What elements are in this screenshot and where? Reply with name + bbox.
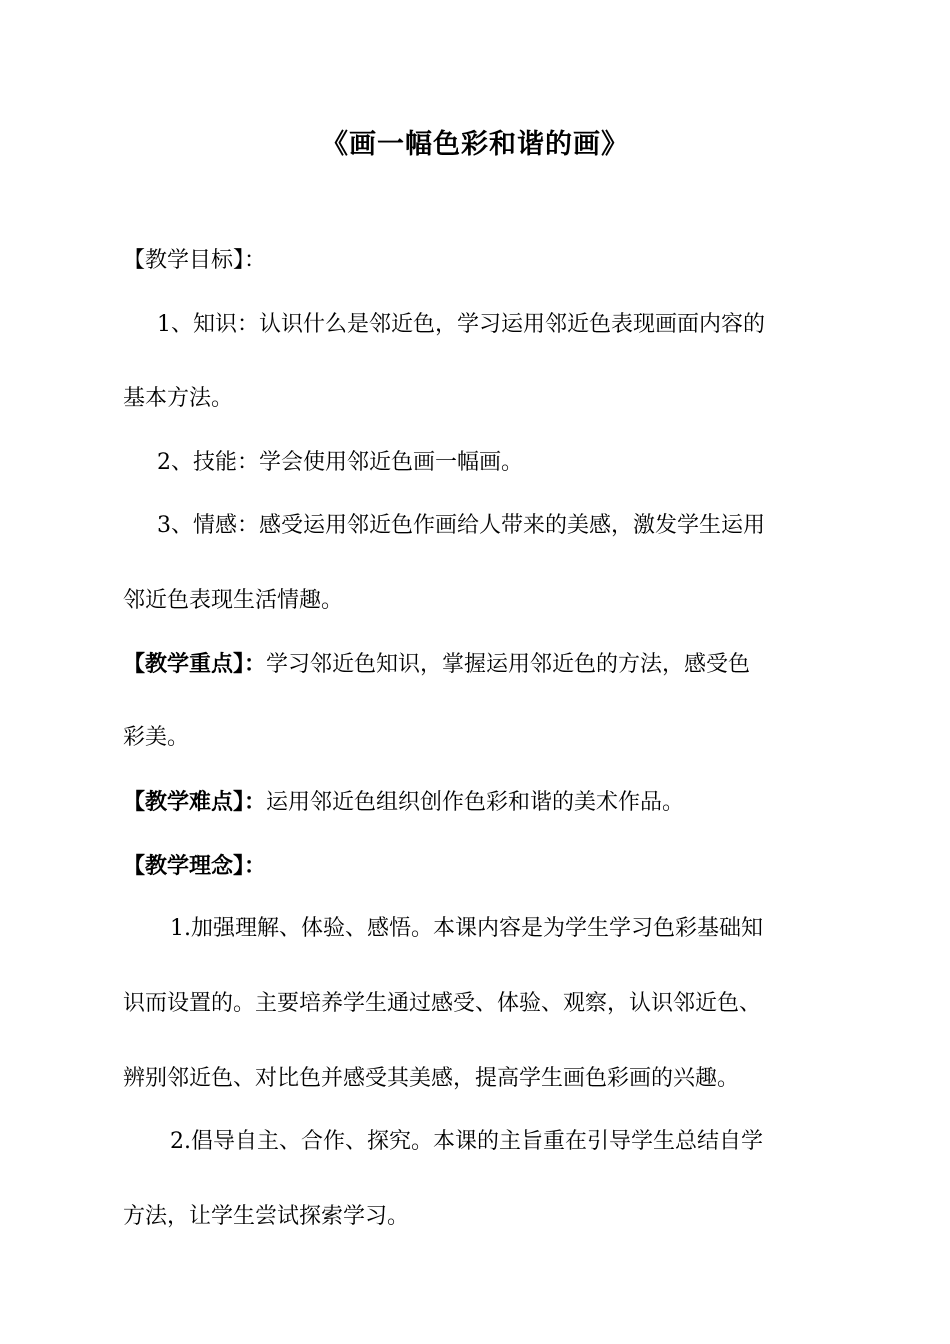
objective-1-line-1: 1、知识：认识什么是邻近色，学习运用邻近色表现画面内容的 <box>157 312 765 337</box>
philosophy-2-line-2: 方法，让学生尝试探索学习。 <box>123 1204 410 1229</box>
philosophy-1-line-1: 1.加强理解、体验、感悟。本课内容是为学生学习色彩基础知 <box>170 916 763 941</box>
philosophy-1-line-3: 辨别邻近色、对比色并感受其美感，提高学生画色彩画的兴趣。 <box>123 1066 740 1091</box>
key-points-line-2: 彩美。 <box>123 725 190 750</box>
objective-1-line-2: 基本方法。 <box>123 386 234 411</box>
objectives-heading: 【教学目标】： <box>123 248 267 273</box>
difficulties-line-1 <box>123 786 684 819</box>
objective-3-line-1: 3、情感：感受运用邻近色作画给人带来的美感，激发学生运用 <box>157 513 765 538</box>
philosophy-1-line-2: 识而设置的。主要培养学生通过感受、体验、观察，认识邻近色、 <box>123 991 762 1016</box>
objective-3-line-2: 邻近色表现生活情趣。 <box>123 588 344 613</box>
key-points-heading: 【教学重点】： <box>123 651 267 677</box>
key-points-text: 学习邻近色知识，掌握运用邻近色的方法，感受色 <box>266 652 751 677</box>
philosophy-heading: 【教学理念】： <box>123 853 267 879</box>
philosophy-2-line-1: 2.倡导自主、合作、探究。本课的主旨重在引导学生总结自学 <box>170 1129 763 1154</box>
difficulties-heading: 【教学难点】： <box>123 789 267 815</box>
difficulties-text: 运用邻近色组织创作色彩和谐的美术作品。 <box>266 790 685 815</box>
document-title: 《画一幅色彩和谐的画》 <box>321 129 629 160</box>
key-points-line-1 <box>123 648 750 681</box>
objective-2-line-1: 2、技能：学会使用邻近色画一幅画。 <box>157 450 523 475</box>
